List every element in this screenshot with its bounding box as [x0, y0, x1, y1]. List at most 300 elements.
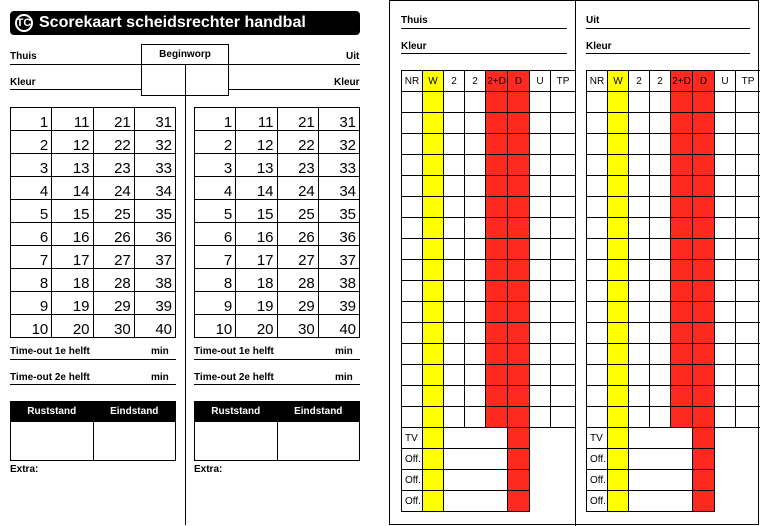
player-cell[interactable] — [551, 260, 576, 281]
player-cell[interactable] — [444, 155, 465, 176]
player-cell[interactable] — [587, 323, 608, 344]
score-box-home[interactable] — [10, 401, 176, 461]
goal-number-cell[interactable]: 14 — [236, 177, 277, 200]
goal-number-cell[interactable]: 31 — [134, 108, 175, 131]
player-cell[interactable] — [693, 155, 715, 176]
player-cell[interactable] — [444, 197, 465, 218]
goal-number-cell[interactable]: 28 — [277, 269, 318, 292]
player-cell[interactable] — [402, 176, 423, 197]
goal-number-cell[interactable]: 23 — [93, 154, 134, 177]
player-cell[interactable] — [650, 113, 671, 134]
player-cell[interactable] — [423, 197, 444, 218]
player-cell[interactable] — [551, 197, 576, 218]
goal-number-cell[interactable]: 29 — [277, 292, 318, 315]
player-cell[interactable] — [402, 239, 423, 260]
player-cell[interactable] — [650, 302, 671, 323]
goal-number-cell[interactable]: 19 — [236, 292, 277, 315]
player-cell[interactable] — [650, 176, 671, 197]
player-cell[interactable] — [402, 365, 423, 386]
footer-disqualification-cell[interactable] — [693, 491, 715, 512]
player-cell[interactable] — [650, 281, 671, 302]
player-cell[interactable] — [402, 197, 423, 218]
player-cell[interactable] — [629, 281, 650, 302]
player-cell[interactable] — [608, 113, 629, 134]
goal-number-cell[interactable]: 32 — [134, 131, 175, 154]
goal-number-cell[interactable]: 39 — [134, 292, 175, 315]
player-cell[interactable] — [736, 260, 760, 281]
player-cell[interactable] — [465, 134, 486, 155]
player-cell[interactable] — [402, 302, 423, 323]
player-cell[interactable] — [551, 302, 576, 323]
player-cell[interactable] — [486, 323, 508, 344]
player-cell[interactable] — [671, 407, 693, 428]
footer-warning-cell[interactable] — [423, 470, 444, 491]
player-cell[interactable] — [715, 323, 736, 344]
goal-number-cell[interactable]: 19 — [52, 292, 93, 315]
player-cell[interactable] — [551, 92, 576, 113]
goal-number-cell[interactable]: 17 — [236, 246, 277, 269]
player-cell[interactable] — [693, 365, 715, 386]
player-cell[interactable] — [736, 323, 760, 344]
player-cell[interactable] — [465, 302, 486, 323]
player-cell[interactable] — [715, 281, 736, 302]
player-cell[interactable] — [486, 407, 508, 428]
goal-number-cell[interactable]: 24 — [277, 177, 318, 200]
player-cell[interactable] — [650, 239, 671, 260]
player-cell[interactable] — [551, 239, 576, 260]
player-cell[interactable] — [736, 113, 760, 134]
goal-number-cell[interactable]: 3 — [195, 154, 236, 177]
player-cell[interactable] — [508, 344, 530, 365]
goal-number-cell[interactable]: 37 — [134, 246, 175, 269]
player-cell[interactable] — [736, 239, 760, 260]
goal-number-cell[interactable]: 34 — [318, 177, 359, 200]
player-cell[interactable] — [444, 260, 465, 281]
player-cell[interactable] — [693, 197, 715, 218]
ruststand-field-away[interactable] — [195, 422, 278, 461]
player-cell[interactable] — [650, 407, 671, 428]
player-cell[interactable] — [671, 386, 693, 407]
player-cell[interactable] — [444, 176, 465, 197]
goal-number-cell[interactable]: 28 — [93, 269, 134, 292]
player-cell[interactable] — [736, 281, 760, 302]
footer-warning-cell[interactable] — [423, 491, 444, 512]
player-cell[interactable] — [736, 218, 760, 239]
goal-number-cell[interactable]: 1 — [11, 108, 52, 131]
player-cell[interactable] — [736, 365, 760, 386]
player-cell[interactable] — [530, 323, 551, 344]
goal-number-cell[interactable]: 20 — [52, 315, 93, 338]
goal-number-cell[interactable]: 32 — [318, 131, 359, 154]
player-cell[interactable] — [715, 365, 736, 386]
player-cell[interactable] — [551, 344, 576, 365]
footer-suspension-cell[interactable] — [444, 491, 508, 512]
player-card-table-home[interactable] — [401, 70, 576, 512]
player-cell[interactable] — [530, 407, 551, 428]
player-cell[interactable] — [444, 386, 465, 407]
player-cell[interactable] — [423, 113, 444, 134]
player-cell[interactable] — [444, 344, 465, 365]
footer-warning-cell[interactable] — [423, 449, 444, 470]
player-cell[interactable] — [587, 134, 608, 155]
player-cell[interactable] — [736, 134, 760, 155]
player-cell[interactable] — [650, 344, 671, 365]
player-cell[interactable] — [402, 323, 423, 344]
player-cell[interactable] — [530, 155, 551, 176]
player-cell[interactable] — [486, 260, 508, 281]
player-cell[interactable] — [693, 134, 715, 155]
player-cell[interactable] — [508, 155, 530, 176]
player-cell[interactable] — [650, 365, 671, 386]
goal-number-cell[interactable]: 10 — [195, 315, 236, 338]
player-cell[interactable] — [551, 134, 576, 155]
player-cell[interactable] — [465, 155, 486, 176]
player-cell[interactable] — [587, 92, 608, 113]
player-cell[interactable] — [551, 365, 576, 386]
player-cell[interactable] — [693, 302, 715, 323]
player-cell[interactable] — [715, 386, 736, 407]
player-cell[interactable] — [508, 239, 530, 260]
player-cell[interactable] — [508, 302, 530, 323]
beginworp-box[interactable] — [141, 44, 229, 96]
player-cell[interactable] — [671, 260, 693, 281]
goal-number-cell[interactable]: 39 — [318, 292, 359, 315]
eindstand-field-home[interactable] — [93, 422, 176, 461]
goal-number-cell[interactable]: 13 — [52, 154, 93, 177]
player-cell[interactable] — [486, 239, 508, 260]
player-cell[interactable] — [508, 134, 530, 155]
player-cell[interactable] — [587, 281, 608, 302]
player-cell[interactable] — [671, 302, 693, 323]
player-cell[interactable] — [423, 323, 444, 344]
goal-number-cell[interactable]: 4 — [195, 177, 236, 200]
goal-number-cell[interactable]: 15 — [52, 200, 93, 223]
player-cell[interactable] — [465, 176, 486, 197]
goal-number-cell[interactable]: 40 — [318, 315, 359, 338]
player-cell[interactable] — [530, 239, 551, 260]
goal-number-cell[interactable]: 35 — [134, 200, 175, 223]
player-cell[interactable] — [423, 155, 444, 176]
player-cell[interactable] — [650, 218, 671, 239]
player-cell[interactable] — [629, 134, 650, 155]
player-cell[interactable] — [551, 155, 576, 176]
footer-suspension-cell[interactable] — [629, 470, 693, 491]
player-cell[interactable] — [530, 218, 551, 239]
player-cell[interactable] — [693, 176, 715, 197]
goal-number-cell[interactable]: 5 — [11, 200, 52, 223]
player-cell[interactable] — [587, 344, 608, 365]
player-cell[interactable] — [423, 218, 444, 239]
player-cell[interactable] — [486, 197, 508, 218]
goal-number-cell[interactable]: 11 — [52, 108, 93, 131]
player-cell[interactable] — [693, 92, 715, 113]
goal-number-cell[interactable]: 20 — [236, 315, 277, 338]
player-cell[interactable] — [530, 344, 551, 365]
player-cell[interactable] — [465, 386, 486, 407]
player-cell[interactable] — [608, 155, 629, 176]
player-cell[interactable] — [530, 176, 551, 197]
player-cell[interactable] — [423, 239, 444, 260]
goal-number-cell[interactable]: 36 — [318, 223, 359, 246]
player-cell[interactable] — [508, 281, 530, 302]
player-cell[interactable] — [465, 344, 486, 365]
player-cell[interactable] — [551, 407, 576, 428]
player-cell[interactable] — [402, 113, 423, 134]
player-cell[interactable] — [629, 92, 650, 113]
player-cell[interactable] — [587, 407, 608, 428]
player-cell[interactable] — [587, 386, 608, 407]
goal-number-cell[interactable]: 31 — [318, 108, 359, 131]
player-cell[interactable] — [608, 365, 629, 386]
player-cell[interactable] — [402, 407, 423, 428]
goal-number-cell[interactable]: 21 — [93, 108, 134, 131]
footer-warning-cell[interactable] — [608, 428, 629, 449]
player-cell[interactable] — [629, 386, 650, 407]
goal-number-cell[interactable]: 30 — [93, 315, 134, 338]
player-cell[interactable] — [508, 323, 530, 344]
goal-number-cell[interactable]: 5 — [195, 200, 236, 223]
goal-number-cell[interactable]: 9 — [195, 292, 236, 315]
player-cell[interactable] — [486, 344, 508, 365]
goal-number-cell[interactable]: 6 — [11, 223, 52, 246]
player-cell[interactable] — [693, 407, 715, 428]
player-cell[interactable] — [587, 365, 608, 386]
player-cell[interactable] — [486, 155, 508, 176]
score-box-away[interactable] — [194, 401, 360, 461]
footer-disqualification-cell[interactable] — [508, 470, 530, 491]
player-cell[interactable] — [736, 92, 760, 113]
player-cell[interactable] — [486, 134, 508, 155]
goal-number-grid-away[interactable] — [194, 107, 360, 338]
eindstand-field-away[interactable] — [277, 422, 360, 461]
footer-disqualification-cell[interactable] — [508, 428, 530, 449]
goal-number-cell[interactable]: 6 — [195, 223, 236, 246]
player-cell[interactable] — [587, 260, 608, 281]
player-cell[interactable] — [551, 323, 576, 344]
goal-number-cell[interactable]: 37 — [318, 246, 359, 269]
player-cell[interactable] — [650, 260, 671, 281]
goal-number-cell[interactable]: 15 — [236, 200, 277, 223]
player-cell[interactable] — [715, 218, 736, 239]
player-cell[interactable] — [444, 407, 465, 428]
player-cell[interactable] — [423, 281, 444, 302]
player-cell[interactable] — [715, 344, 736, 365]
goal-number-cell[interactable]: 16 — [236, 223, 277, 246]
player-cell[interactable] — [715, 407, 736, 428]
player-cell[interactable] — [629, 323, 650, 344]
player-cell[interactable] — [444, 113, 465, 134]
player-cell[interactable] — [530, 113, 551, 134]
goal-number-cell[interactable]: 12 — [52, 131, 93, 154]
goal-number-cell[interactable]: 25 — [277, 200, 318, 223]
goal-number-cell[interactable]: 3 — [11, 154, 52, 177]
player-cell[interactable] — [608, 92, 629, 113]
player-cell[interactable] — [530, 134, 551, 155]
player-cell[interactable] — [608, 302, 629, 323]
player-cell[interactable] — [650, 134, 671, 155]
player-cell[interactable] — [608, 197, 629, 218]
player-cell[interactable] — [508, 176, 530, 197]
player-cell[interactable] — [486, 92, 508, 113]
goal-number-cell[interactable]: 4 — [11, 177, 52, 200]
player-cell[interactable] — [736, 176, 760, 197]
goal-number-cell[interactable]: 10 — [11, 315, 52, 338]
footer-disqualification-cell[interactable] — [508, 449, 530, 470]
player-cell[interactable] — [530, 365, 551, 386]
player-cell[interactable] — [444, 239, 465, 260]
player-cell[interactable] — [402, 134, 423, 155]
player-cell[interactable] — [629, 302, 650, 323]
goal-number-cell[interactable]: 1 — [195, 108, 236, 131]
player-cell[interactable] — [608, 134, 629, 155]
player-card-table-away[interactable] — [586, 70, 760, 512]
player-cell[interactable] — [465, 260, 486, 281]
player-cell[interactable] — [423, 176, 444, 197]
player-cell[interactable] — [402, 260, 423, 281]
player-cell[interactable] — [608, 323, 629, 344]
player-cell[interactable] — [715, 113, 736, 134]
player-cell[interactable] — [736, 155, 760, 176]
player-cell[interactable] — [736, 302, 760, 323]
player-cell[interactable] — [444, 302, 465, 323]
player-cell[interactable] — [671, 218, 693, 239]
footer-suspension-cell[interactable] — [629, 491, 693, 512]
player-cell[interactable] — [551, 218, 576, 239]
player-cell[interactable] — [423, 407, 444, 428]
player-cell[interactable] — [465, 239, 486, 260]
player-cell[interactable] — [715, 155, 736, 176]
player-cell[interactable] — [693, 260, 715, 281]
player-cell[interactable] — [530, 260, 551, 281]
player-cell[interactable] — [587, 176, 608, 197]
player-cell[interactable] — [650, 323, 671, 344]
goal-number-cell[interactable]: 2 — [195, 131, 236, 154]
footer-suspension-cell[interactable] — [444, 449, 508, 470]
goal-number-cell[interactable]: 29 — [93, 292, 134, 315]
player-cell[interactable] — [551, 386, 576, 407]
player-cell[interactable] — [693, 323, 715, 344]
player-cell[interactable] — [629, 197, 650, 218]
player-cell[interactable] — [423, 302, 444, 323]
player-cell[interactable] — [671, 155, 693, 176]
goal-number-cell[interactable]: 24 — [93, 177, 134, 200]
player-cell[interactable] — [444, 218, 465, 239]
player-cell[interactable] — [629, 113, 650, 134]
player-cell[interactable] — [629, 239, 650, 260]
player-cell[interactable] — [486, 218, 508, 239]
player-cell[interactable] — [715, 176, 736, 197]
footer-warning-cell[interactable] — [423, 428, 444, 449]
player-cell[interactable] — [715, 239, 736, 260]
player-cell[interactable] — [608, 239, 629, 260]
player-cell[interactable] — [423, 344, 444, 365]
player-cell[interactable] — [629, 407, 650, 428]
player-cell[interactable] — [465, 92, 486, 113]
player-cell[interactable] — [530, 197, 551, 218]
player-cell[interactable] — [444, 134, 465, 155]
player-cell[interactable] — [465, 218, 486, 239]
goal-number-cell[interactable]: 17 — [52, 246, 93, 269]
player-cell[interactable] — [444, 92, 465, 113]
player-cell[interactable] — [608, 260, 629, 281]
player-cell[interactable] — [465, 197, 486, 218]
goal-number-cell[interactable]: 27 — [277, 246, 318, 269]
goal-number-cell[interactable]: 23 — [277, 154, 318, 177]
goal-number-cell[interactable]: 34 — [134, 177, 175, 200]
player-cell[interactable] — [671, 134, 693, 155]
player-cell[interactable] — [587, 113, 608, 134]
player-cell[interactable] — [629, 344, 650, 365]
player-cell[interactable] — [508, 407, 530, 428]
player-cell[interactable] — [671, 92, 693, 113]
player-cell[interactable] — [508, 197, 530, 218]
player-cell[interactable] — [587, 302, 608, 323]
goal-number-cell[interactable]: 12 — [236, 131, 277, 154]
player-cell[interactable] — [629, 260, 650, 281]
player-cell[interactable] — [402, 218, 423, 239]
player-cell[interactable] — [423, 365, 444, 386]
goal-number-cell[interactable]: 25 — [93, 200, 134, 223]
player-cell[interactable] — [671, 344, 693, 365]
goal-number-cell[interactable]: 27 — [93, 246, 134, 269]
player-cell[interactable] — [402, 344, 423, 365]
player-cell[interactable] — [693, 113, 715, 134]
player-cell[interactable] — [402, 92, 423, 113]
player-cell[interactable] — [402, 155, 423, 176]
goal-number-cell[interactable]: 11 — [236, 108, 277, 131]
player-cell[interactable] — [587, 197, 608, 218]
player-cell[interactable] — [671, 239, 693, 260]
player-cell[interactable] — [465, 323, 486, 344]
player-cell[interactable] — [551, 281, 576, 302]
player-cell[interactable] — [486, 281, 508, 302]
player-cell[interactable] — [486, 365, 508, 386]
goal-number-cell[interactable]: 26 — [277, 223, 318, 246]
player-cell[interactable] — [465, 113, 486, 134]
player-cell[interactable] — [608, 344, 629, 365]
player-cell[interactable] — [693, 218, 715, 239]
player-cell[interactable] — [444, 281, 465, 302]
player-cell[interactable] — [671, 176, 693, 197]
goal-number-cell[interactable]: 8 — [195, 269, 236, 292]
player-cell[interactable] — [671, 365, 693, 386]
player-cell[interactable] — [629, 155, 650, 176]
player-cell[interactable] — [444, 365, 465, 386]
player-cell[interactable] — [671, 113, 693, 134]
player-cell[interactable] — [736, 197, 760, 218]
footer-suspension-cell[interactable] — [629, 449, 693, 470]
player-cell[interactable] — [508, 365, 530, 386]
goal-number-grid-home[interactable] — [10, 107, 176, 338]
footer-warning-cell[interactable] — [608, 470, 629, 491]
goal-number-cell[interactable]: 35 — [318, 200, 359, 223]
player-cell[interactable] — [508, 218, 530, 239]
goal-number-cell[interactable]: 13 — [236, 154, 277, 177]
player-cell[interactable] — [423, 134, 444, 155]
player-cell[interactable] — [530, 281, 551, 302]
player-cell[interactable] — [608, 281, 629, 302]
footer-warning-cell[interactable] — [608, 491, 629, 512]
player-cell[interactable] — [671, 281, 693, 302]
player-cell[interactable] — [736, 386, 760, 407]
goal-number-cell[interactable]: 21 — [277, 108, 318, 131]
player-cell[interactable] — [423, 260, 444, 281]
footer-disqualification-cell[interactable] — [508, 491, 530, 512]
player-cell[interactable] — [508, 92, 530, 113]
goal-number-cell[interactable]: 33 — [134, 154, 175, 177]
goal-number-cell[interactable]: 36 — [134, 223, 175, 246]
player-cell[interactable] — [650, 155, 671, 176]
